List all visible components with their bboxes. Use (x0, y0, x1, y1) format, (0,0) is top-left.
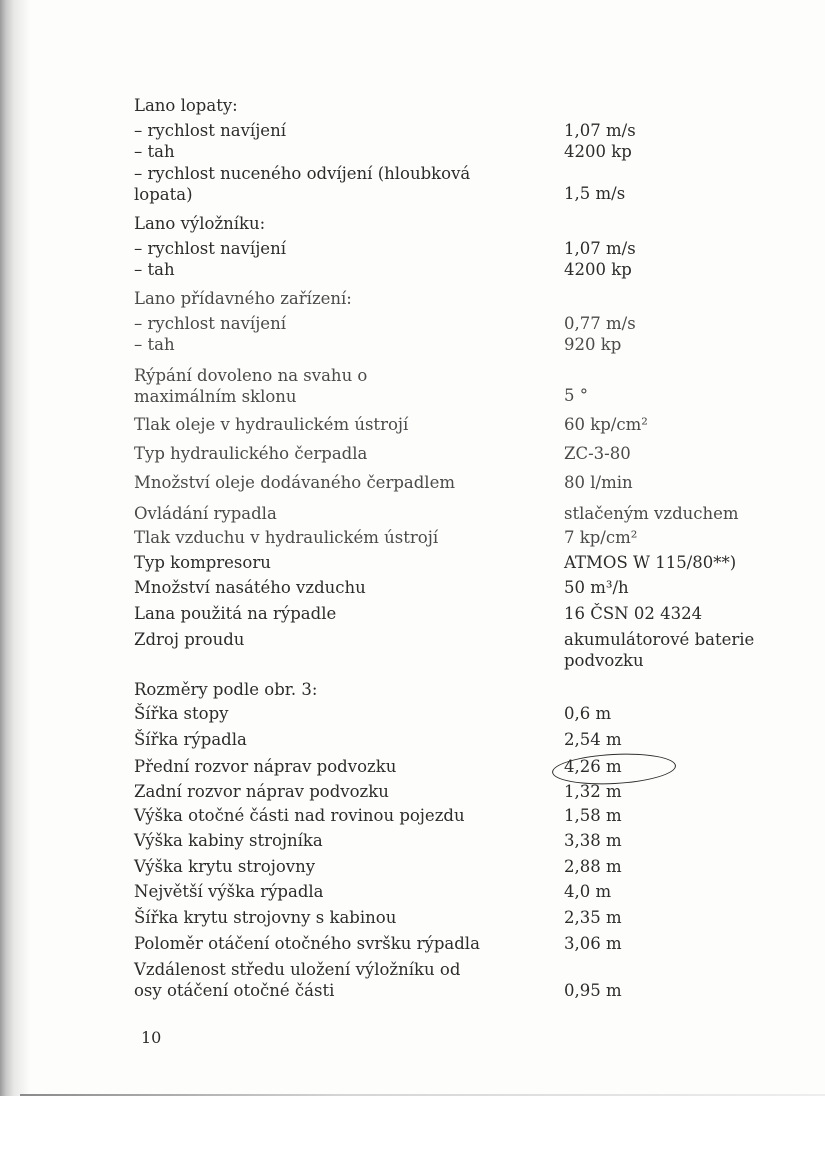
spec-label: Šířka stopy (134, 704, 229, 723)
spec-label: Výška krytu strojovny (134, 857, 316, 876)
spec-label: Lana použitá na rýpadle (134, 604, 337, 623)
spec-value: 4,26 m (564, 757, 622, 776)
spec-value: 2,88 m (564, 857, 622, 876)
spec-label: Rýpání dovoleno na svahu o maximálním sklonu (134, 366, 368, 406)
spec-label: Výška otočné části nad rovinou pojezdu (134, 806, 465, 825)
spec-label: Výška kabiny strojníka (134, 831, 323, 850)
spec-value: 5 ° (564, 386, 588, 405)
spec-value: 1,58 m (564, 806, 622, 825)
spec-label: – rychlost nuceného odvíjení (hloubková lopata) (134, 164, 471, 204)
spec-value: stlačeným vzduchem (564, 504, 739, 523)
spec-label: – rychlost navíjení (134, 239, 286, 258)
spec-label: Tlak oleje v hydraulickém ústrojí (134, 415, 409, 434)
spec-value: 4200 kp (564, 142, 632, 161)
spec-value: 3,38 m (564, 831, 622, 850)
spec-value: 2,54 m (564, 730, 622, 749)
spec-label: Typ kompresoru (134, 553, 271, 572)
spec-value: 60 kp/cm² (564, 415, 648, 434)
spec-value: 0,95 m (564, 981, 622, 1000)
spec-value: 0,77 m/s (564, 314, 636, 333)
spec-value: 3,06 m (564, 934, 622, 953)
spec-label: Zdroj proudu (134, 630, 245, 649)
spec-value: 16 ČSN 02 4324 (564, 604, 703, 623)
spec-label: Šířka krytu strojovny s kabinou (134, 908, 397, 927)
spec-label: – tah (134, 335, 175, 354)
spec-value: 1,32 m (564, 782, 622, 801)
spec-label: Množství nasátého vzduchu (134, 578, 366, 597)
spec-label: Lano přídavného zařízení: (134, 289, 352, 308)
spec-value: 1,07 m/s (564, 239, 636, 258)
spec-label: Poloměr otáčení otočného svršku rýpadla (134, 934, 480, 953)
spec-label: Zadní rozvor náprav podvozku (134, 782, 389, 801)
spec-label: Šířka rýpadla (134, 730, 247, 749)
spec-value: 2,35 m (564, 908, 622, 927)
spec-value: 7 kp/cm² (564, 528, 638, 547)
spec-label: Přední rozvor náprav podvozku (134, 757, 397, 776)
spec-label: – rychlost navíjení (134, 314, 286, 333)
page-number: 10 (141, 1028, 162, 1047)
spec-value: 4,0 m (564, 882, 612, 901)
spec-label: – rychlost navíjení (134, 121, 286, 140)
spec-label: Lano lopaty: (134, 96, 238, 115)
spec-label: Lano výložníku: (134, 214, 266, 233)
spec-value: 1,5 m/s (564, 184, 626, 203)
spec-value: ZC-3-80 (564, 444, 631, 463)
scan-bottom-margin (0, 1096, 825, 1170)
spec-label: Vzdálenost středu uložení výložníku od osy otáčení otočné části (134, 960, 461, 1000)
spec-value: akumulátorové baterie podvozku (564, 630, 755, 670)
spec-label: Rozměry podle obr. 3: (134, 680, 318, 699)
spec-label: Ovládání rypadla (134, 504, 277, 523)
scan-edge-shadow (0, 0, 30, 1100)
spec-value: 1,07 m/s (564, 121, 636, 140)
spec-value: 50 m³/h (564, 578, 629, 597)
spec-value: 920 kp (564, 335, 622, 354)
spec-label: – tah (134, 260, 175, 279)
spec-label: – tah (134, 142, 175, 161)
spec-value: 0,6 m (564, 704, 612, 723)
spec-label: Tlak vzduchu v hydraulickém ústrojí (134, 528, 439, 547)
spec-label: Největší výška rýpadla (134, 882, 324, 901)
spec-value: ATMOS W 115/80**) (564, 553, 737, 572)
spec-value: 4200 kp (564, 260, 632, 279)
spec-value: 80 l/min (564, 473, 633, 492)
spec-label: Typ hydraulického čerpadla (134, 444, 368, 463)
spec-label: Množství oleje dodávaného čerpadlem (134, 473, 455, 492)
